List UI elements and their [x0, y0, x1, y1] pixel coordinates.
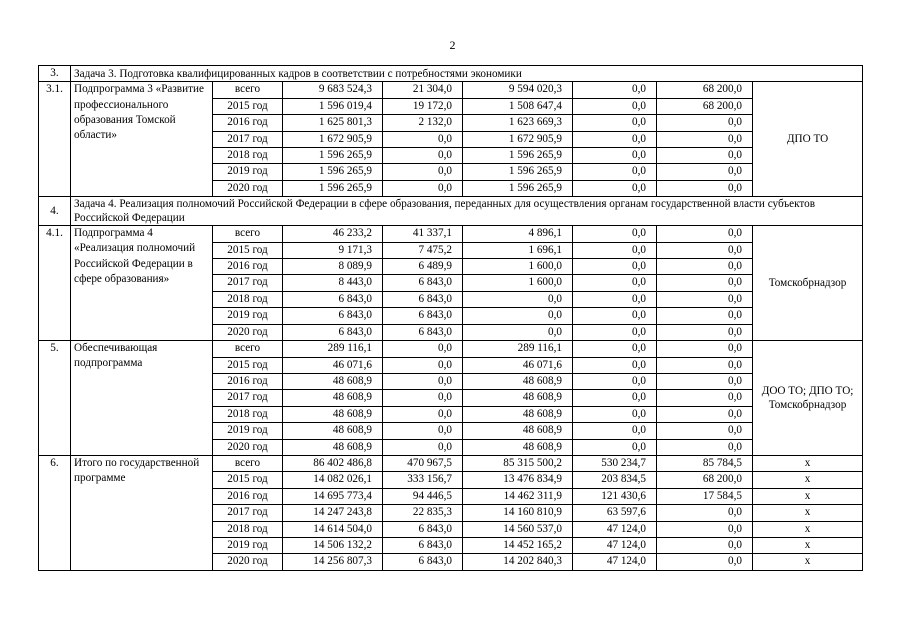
amount-cell: 0,0 [657, 259, 753, 275]
program-name: Подпрограмма 4 «Реализация полномочий Российской Федерации в сфере образования» [71, 226, 213, 341]
period-cell: всего [213, 82, 283, 98]
amount-cell: 1 596 265,9 [283, 164, 383, 180]
period-cell: 2018 год [213, 406, 283, 422]
amount-cell: 121 430,6 [573, 488, 657, 504]
amount-cell: 0,0 [463, 324, 573, 340]
amount-cell: 2 132,0 [383, 115, 463, 131]
program-name: Обеспечивающая подпрограмма [71, 341, 213, 456]
amount-cell: 0,0 [657, 505, 753, 521]
responsible-cell: ДОО ТО; ДПО ТО; Томскобрнадзор [753, 341, 863, 456]
amount-cell: 0,0 [657, 242, 753, 258]
amount-cell: 48 608,9 [283, 406, 383, 422]
period-cell: 2020 год [213, 324, 283, 340]
amount-cell: 0,0 [383, 148, 463, 164]
amount-cell: 203 834,5 [573, 472, 657, 488]
task-row [39, 66, 863, 82]
amount-cell: 0,0 [657, 148, 753, 164]
period-cell: 2020 год [213, 439, 283, 455]
period-cell: 2015 год [213, 357, 283, 373]
amount-cell: 0,0 [657, 226, 753, 242]
amount-cell: 21 304,0 [383, 82, 463, 98]
amount-cell: 68 200,0 [657, 82, 753, 98]
amount-cell: 0,0 [573, 131, 657, 147]
amount-cell: 48 608,9 [283, 423, 383, 439]
amount-cell: 0,0 [657, 131, 753, 147]
amount-cell: 333 156,7 [383, 472, 463, 488]
amount-cell: 47 124,0 [573, 537, 657, 553]
amount-cell: 6 843,0 [283, 308, 383, 324]
responsible-cell: ДПО ТО [753, 82, 863, 197]
period-cell: 2019 год [213, 537, 283, 553]
period-cell: всего [213, 341, 283, 357]
amount-cell: 0,0 [573, 406, 657, 422]
task-title: Задача 3. Подготовка квалифицированных кадров в соответствии с потребностями экономики [71, 66, 863, 82]
amount-cell: 0,0 [657, 341, 753, 357]
amount-cell: 0,0 [573, 423, 657, 439]
amount-cell: 6 843,0 [383, 537, 463, 553]
amount-cell: 1 596 265,9 [463, 180, 573, 196]
amount-cell: 0,0 [657, 275, 753, 291]
amount-cell: 85 784,5 [657, 455, 753, 471]
amount-cell: 41 337,1 [383, 226, 463, 242]
amount-cell: 470 967,5 [383, 455, 463, 471]
amount-cell: 0,0 [573, 373, 657, 389]
amount-cell: 1 596 265,9 [463, 164, 573, 180]
page-number: 2 [449, 38, 456, 52]
amount-cell: 1 596 265,9 [463, 148, 573, 164]
amount-cell: 0,0 [573, 82, 657, 98]
amount-cell: 0,0 [383, 373, 463, 389]
responsible-cell: Томскобрнадзор [753, 226, 863, 341]
table-row [39, 82, 863, 98]
amount-cell: 1 625 801,3 [283, 115, 383, 131]
amount-cell: 0,0 [657, 406, 753, 422]
amount-cell: 48 608,9 [283, 439, 383, 455]
amount-cell: 0,0 [573, 308, 657, 324]
amount-cell: 0,0 [657, 357, 753, 373]
responsible-cell: х [753, 521, 863, 537]
amount-cell: 17 584,5 [657, 488, 753, 504]
amount-cell: 0,0 [573, 275, 657, 291]
amount-cell: 6 843,0 [383, 291, 463, 307]
amount-cell: 1 672 905,9 [463, 131, 573, 147]
amount-cell: 48 608,9 [463, 373, 573, 389]
amount-cell: 0,0 [383, 164, 463, 180]
amount-cell: 14 247 243,8 [283, 505, 383, 521]
row-number: 6. [39, 455, 71, 570]
amount-cell: 1 596 019,4 [283, 98, 383, 114]
amount-cell: 1 623 669,3 [463, 115, 573, 131]
table-row [39, 341, 863, 357]
amount-cell: 0,0 [573, 242, 657, 258]
amount-cell: 48 608,9 [463, 439, 573, 455]
period-cell: 2020 год [213, 554, 283, 570]
amount-cell: 0,0 [573, 324, 657, 340]
amount-cell: 14 256 807,3 [283, 554, 383, 570]
task-row [39, 197, 863, 226]
amount-cell: 0,0 [383, 439, 463, 455]
amount-cell: 0,0 [383, 357, 463, 373]
amount-cell: 14 202 840,3 [463, 554, 573, 570]
table-row [39, 455, 863, 471]
amount-cell: 0,0 [463, 291, 573, 307]
amount-cell: 0,0 [383, 390, 463, 406]
amount-cell: 6 843,0 [383, 275, 463, 291]
amount-cell: 9 171,3 [283, 242, 383, 258]
amount-cell: 14 560 537,0 [463, 521, 573, 537]
amount-cell: 1 696,1 [463, 242, 573, 258]
amount-cell: 68 200,0 [657, 98, 753, 114]
program-name: Подпрограмма 3 «Развитие профессионального образования Томской области» [71, 82, 213, 197]
period-cell: 2016 год [213, 373, 283, 389]
amount-cell: 46 233,2 [283, 226, 383, 242]
amount-cell: 1 672 905,9 [283, 131, 383, 147]
amount-cell: 0,0 [573, 180, 657, 196]
period-cell: 2018 год [213, 521, 283, 537]
amount-cell: 0,0 [573, 115, 657, 131]
amount-cell: 1 596 265,9 [283, 180, 383, 196]
amount-cell: 6 843,0 [383, 324, 463, 340]
period-cell: 2015 год [213, 472, 283, 488]
amount-cell: 0,0 [657, 115, 753, 131]
program-name: Итого по государственной программе [71, 455, 213, 570]
amount-cell: 0,0 [657, 180, 753, 196]
period-cell: 2016 год [213, 259, 283, 275]
amount-cell: 22 835,3 [383, 505, 463, 521]
amount-cell: 0,0 [573, 148, 657, 164]
responsible-cell: х [753, 472, 863, 488]
row-number: 4.1. [39, 226, 71, 341]
amount-cell: 0,0 [573, 357, 657, 373]
period-cell: 2019 год [213, 423, 283, 439]
responsible-cell: х [753, 488, 863, 504]
amount-cell: 0,0 [573, 226, 657, 242]
amount-cell: 0,0 [573, 98, 657, 114]
amount-cell: 6 843,0 [283, 324, 383, 340]
amount-cell: 14 506 132,2 [283, 537, 383, 553]
amount-cell: 0,0 [657, 308, 753, 324]
amount-cell: 0,0 [657, 164, 753, 180]
amount-cell: 14 695 773,4 [283, 488, 383, 504]
period-cell: 2017 год [213, 275, 283, 291]
amount-cell: 0,0 [657, 521, 753, 537]
task-number: 3. [39, 66, 71, 82]
amount-cell: 289 116,1 [463, 341, 573, 357]
amount-cell: 0,0 [657, 291, 753, 307]
amount-cell: 0,0 [383, 131, 463, 147]
amount-cell: 9 594 020,3 [463, 82, 573, 98]
responsible-cell: х [753, 455, 863, 471]
amount-cell: 0,0 [383, 406, 463, 422]
row-number: 5. [39, 341, 71, 456]
period-cell: 2018 год [213, 291, 283, 307]
amount-cell: 63 597,6 [573, 505, 657, 521]
amount-cell: 0,0 [573, 259, 657, 275]
amount-cell: 0,0 [573, 291, 657, 307]
amount-cell: 13 476 834,9 [463, 472, 573, 488]
amount-cell: 0,0 [383, 180, 463, 196]
amount-cell: 0,0 [463, 308, 573, 324]
amount-cell: 6 843,0 [383, 554, 463, 570]
amount-cell: 0,0 [573, 439, 657, 455]
amount-cell: 48 608,9 [283, 373, 383, 389]
amount-cell: 14 462 311,9 [463, 488, 573, 504]
period-cell: 2016 год [213, 115, 283, 131]
amount-cell: 0,0 [383, 341, 463, 357]
amount-cell: 14 160 810,9 [463, 505, 573, 521]
amount-cell: 1 600,0 [463, 275, 573, 291]
responsible-cell: х [753, 537, 863, 553]
amount-cell: 289 116,1 [283, 341, 383, 357]
amount-cell: 0,0 [657, 554, 753, 570]
amount-cell: 47 124,0 [573, 554, 657, 570]
period-cell: 2019 год [213, 164, 283, 180]
amount-cell: 0,0 [573, 164, 657, 180]
amount-cell: 47 124,0 [573, 521, 657, 537]
amount-cell: 0,0 [383, 423, 463, 439]
period-cell: 2015 год [213, 242, 283, 258]
amount-cell: 85 315 500,2 [463, 455, 573, 471]
period-cell: 2015 год [213, 98, 283, 114]
period-cell: 2020 год [213, 180, 283, 196]
amount-cell: 0,0 [657, 324, 753, 340]
amount-cell: 1 596 265,9 [283, 148, 383, 164]
amount-cell: 48 608,9 [463, 423, 573, 439]
amount-cell: 19 172,0 [383, 98, 463, 114]
amount-cell: 8 443,0 [283, 275, 383, 291]
responsible-cell: х [753, 554, 863, 570]
amount-cell: 94 446,5 [383, 488, 463, 504]
amount-cell: 6 843,0 [383, 521, 463, 537]
amount-cell: 6 489,9 [383, 259, 463, 275]
period-cell: всего [213, 455, 283, 471]
amount-cell: 0,0 [573, 341, 657, 357]
amount-cell: 48 608,9 [463, 406, 573, 422]
amount-cell: 6 843,0 [383, 308, 463, 324]
amount-cell: 6 843,0 [283, 291, 383, 307]
period-cell: всего [213, 226, 283, 242]
period-cell: 2019 год [213, 308, 283, 324]
period-cell: 2016 год [213, 488, 283, 504]
budget-table [38, 65, 863, 571]
amount-cell: 0,0 [657, 423, 753, 439]
amount-cell: 4 896,1 [463, 226, 573, 242]
period-cell: 2017 год [213, 131, 283, 147]
table-row [39, 226, 863, 242]
amount-cell: 0,0 [573, 390, 657, 406]
amount-cell: 0,0 [657, 373, 753, 389]
amount-cell: 7 475,2 [383, 242, 463, 258]
task-title: Задача 4. Реализация полномочий Российской Федерации в сфере образования, переданных для осуществления органам государственной власти субъектов Российской Федерации [71, 197, 863, 226]
period-cell: 2017 год [213, 505, 283, 521]
amount-cell: 68 200,0 [657, 472, 753, 488]
amount-cell: 0,0 [657, 439, 753, 455]
amount-cell: 48 608,9 [463, 390, 573, 406]
amount-cell: 530 234,7 [573, 455, 657, 471]
amount-cell: 14 082 026,1 [283, 472, 383, 488]
period-cell: 2017 год [213, 390, 283, 406]
amount-cell: 0,0 [657, 537, 753, 553]
amount-cell: 8 089,9 [283, 259, 383, 275]
amount-cell: 86 402 486,8 [283, 455, 383, 471]
period-cell: 2018 год [213, 148, 283, 164]
amount-cell: 0,0 [657, 390, 753, 406]
amount-cell: 46 071,6 [283, 357, 383, 373]
responsible-cell: х [753, 505, 863, 521]
amount-cell: 46 071,6 [463, 357, 573, 373]
amount-cell: 14 614 504,0 [283, 521, 383, 537]
row-number: 3.1. [39, 82, 71, 197]
amount-cell: 14 452 165,2 [463, 537, 573, 553]
task-number: 4. [39, 197, 71, 226]
amount-cell: 48 608,9 [283, 390, 383, 406]
amount-cell: 9 683 524,3 [283, 82, 383, 98]
amount-cell: 1 508 647,4 [463, 98, 573, 114]
amount-cell: 1 600,0 [463, 259, 573, 275]
